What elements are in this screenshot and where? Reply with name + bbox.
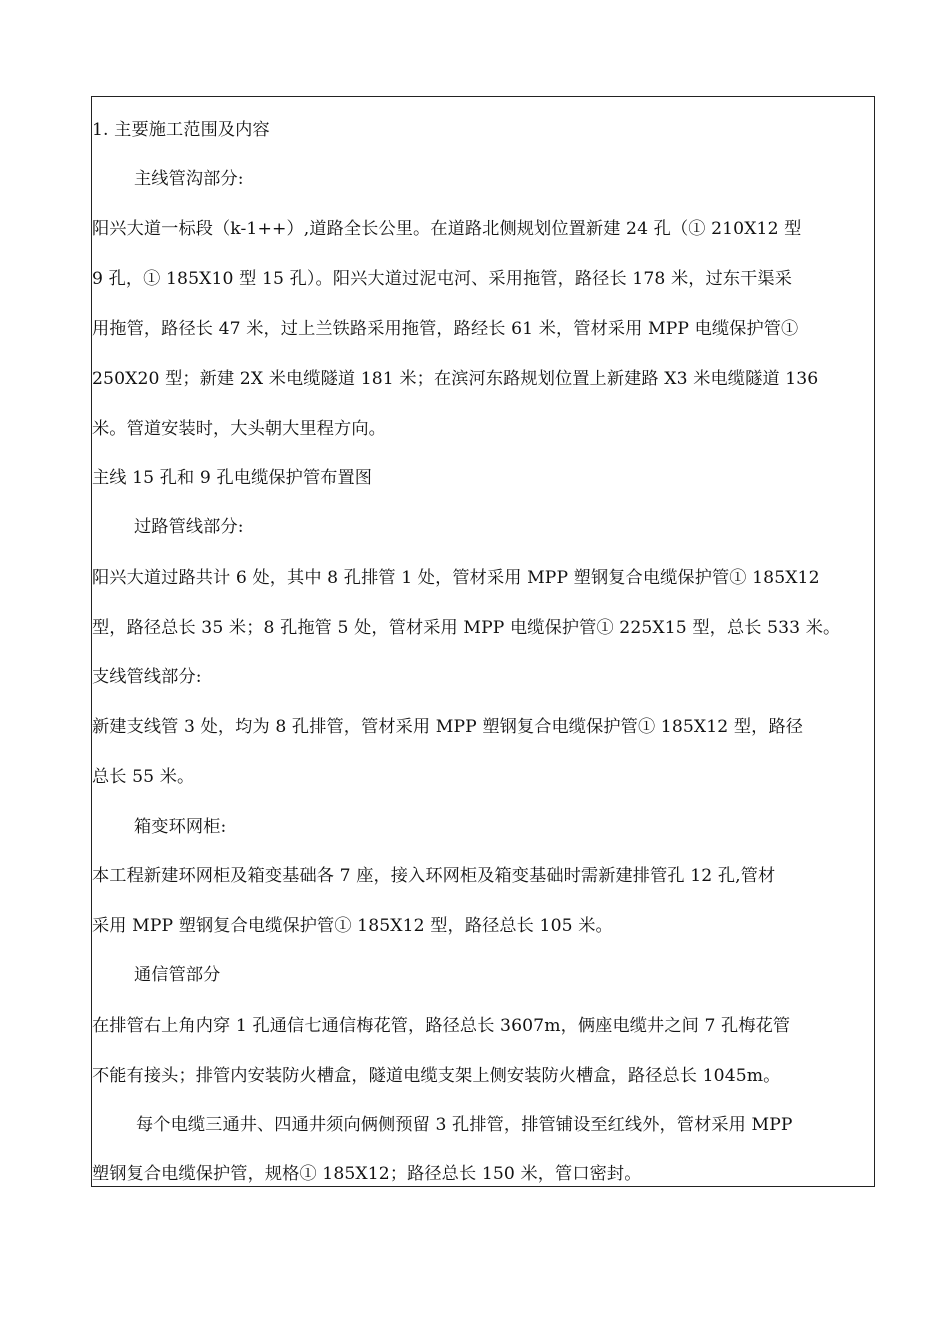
subheading-branch-lines: 支线管线部分: bbox=[92, 667, 202, 687]
paragraph-line: 新建支线管 3 处，均为 8 孔排管，管材采用 MPP 塑钢复合电缆保护管① 185X12 型，路径 bbox=[92, 717, 804, 737]
paragraph-line: 塑钢复合电缆保护管，规格① 185X12；路径总长 150 米，管口密封。 bbox=[92, 1164, 642, 1184]
paragraph-line: 用拖管，路径长 47 米，过上兰铁路采用拖管，路经长 61 米，管材采用 MPP 电缆保护管① bbox=[92, 319, 799, 339]
section-heading: 1. 主要施工范围及内容 bbox=[92, 120, 270, 140]
subheading-main-trench: 主线管沟部分: bbox=[134, 169, 244, 189]
paragraph-line: 在排管右上角内穿 1 孔通信七通信梅花管，路径总长 3607m，俩座电缆井之间 7 孔梅花管 bbox=[92, 1016, 791, 1036]
paragraph-line: 本工程新建环网柜及箱变基础各 7 座，接入环网柜及箱变基础时需新建排管孔 12 孔,管材 bbox=[92, 866, 776, 886]
figure-caption: 主线 15 孔和 9 孔电缆保护管布置图 bbox=[92, 468, 373, 488]
paragraph-line: 型，路径总长 35 米；8 孔拖管 5 处，管材采用 MPP 电缆保护管① 225X15 型，总长 533 米。 bbox=[92, 618, 841, 638]
paragraph-line: 采用 MPP 塑钢复合电缆保护管① 185X12 型，路径总长 105 米。 bbox=[92, 916, 613, 936]
subheading-communication: 通信管部分 bbox=[134, 965, 221, 985]
paragraph-line: 每个电缆三通井、四通井须向俩侧预留 3 孔排管，排管铺设至红线外，管材采用 MPP bbox=[136, 1115, 793, 1135]
paragraph-line: 250X20 型；新建 2X 米电缆隧道 181 米；在滨河东路规划位置上新建路 X3 米电缆隧道 136 bbox=[92, 369, 819, 389]
subheading-road-crossing: 过路管线部分: bbox=[134, 517, 244, 537]
paragraph-line: 阳兴大道一标段（k-1++）,道路全长公里。在道路北侧规划位置新建 24 孔（① 210X12 型 bbox=[92, 219, 802, 239]
subheading-box-transformer: 箱变环网柜: bbox=[134, 817, 227, 837]
paragraph-line: 总长 55 米。 bbox=[92, 767, 195, 787]
paragraph-line: 阳兴大道过路共计 6 处，其中 8 孔排管 1 处，管材采用 MPP 塑钢复合电缆保护管① 185X12 bbox=[92, 568, 820, 588]
paragraph-line: 9 孔，① 185X10 型 15 孔）。阳兴大道过泥屯河、采用拖管，路径长 178 米，过东干渠采 bbox=[92, 269, 792, 289]
paragraph-line: 不能有接头；排管内安装防火槽盒，隧道电缆支架上侧安装防火槽盒，路径总长 1045m。 bbox=[92, 1066, 781, 1086]
paragraph-line: 米。管道安装时，大头朝大里程方向。 bbox=[92, 419, 386, 439]
